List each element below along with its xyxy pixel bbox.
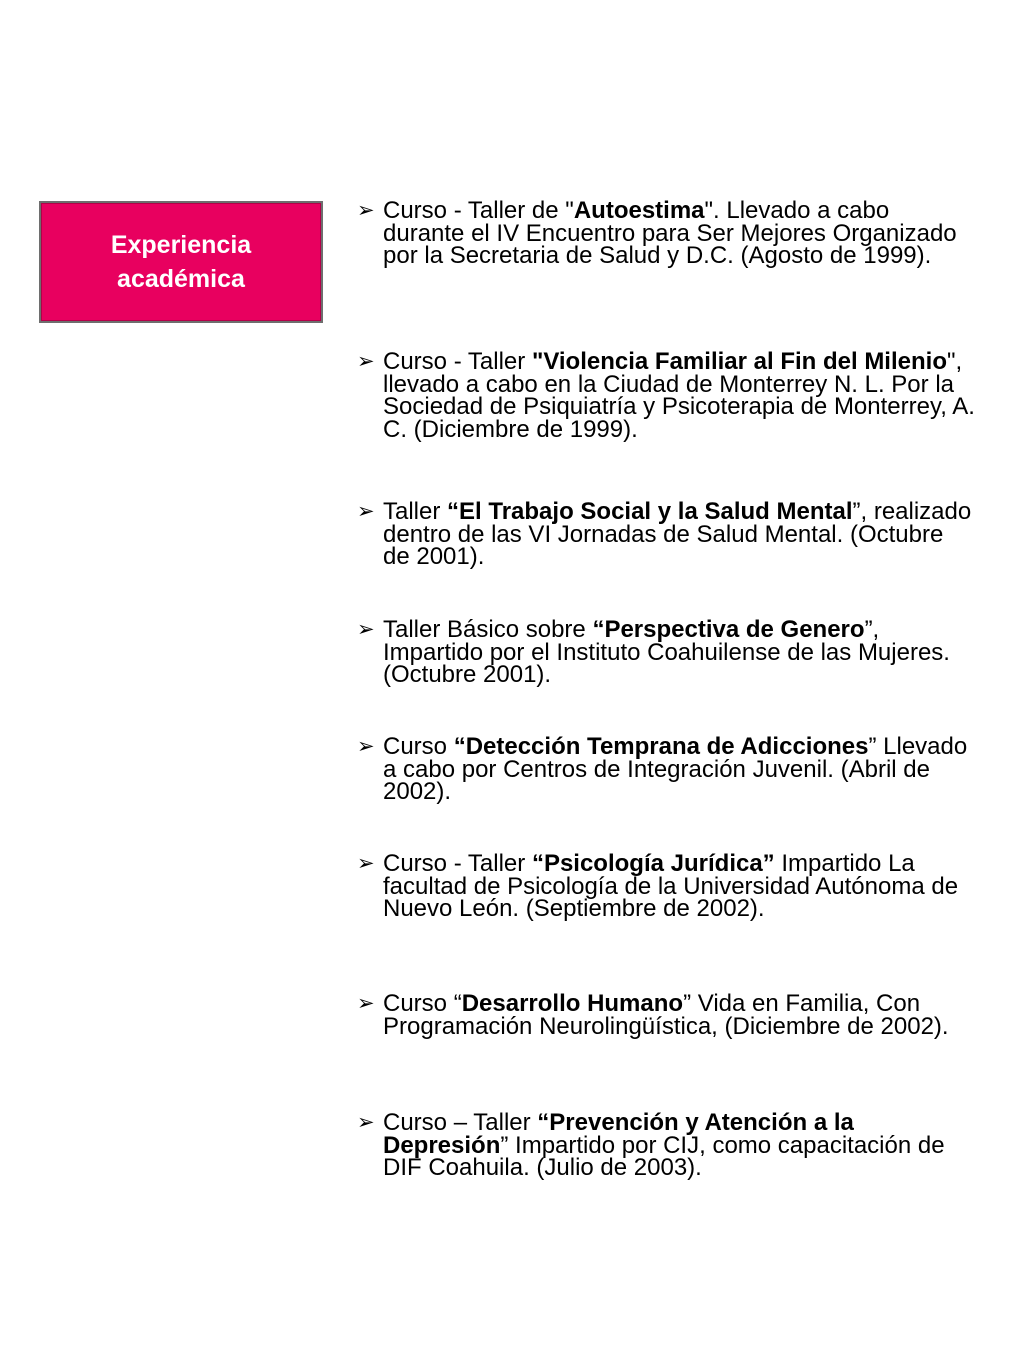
list-item xyxy=(356,348,976,443)
list-item-text xyxy=(383,498,971,570)
list-item-text xyxy=(383,990,949,1040)
section-label-box xyxy=(39,201,323,323)
list-item-text xyxy=(383,733,967,805)
list-item-text xyxy=(383,197,957,269)
item-segment: Curso - Taller xyxy=(383,850,532,877)
item-segment: ” Llevado a cabo por Centros de Integración Juvenil. (Abril de 2002). xyxy=(383,733,968,805)
item-segment: ” Impartido por CIJ, como capacitación de DIF Coahuila. (Julio de 2003). xyxy=(383,1131,945,1181)
section-title: Experiencia académica xyxy=(110,231,252,293)
item-emphasis: Autoestima xyxy=(573,197,705,224)
list-item xyxy=(356,733,976,805)
list-item xyxy=(356,1109,976,1181)
item-segment: Impartido La facultad de Psicología de la Universidad Autónoma de Nuevo León. (Septiembre de 2002). xyxy=(383,850,959,922)
item-segment: Curso – Taller xyxy=(383,1109,538,1136)
item-segment: ", llevado a cabo en la Ciudad de Monterrey N. L. Por la Sociedad de Psiquiatría y Psicoterapia de Monterrey, A. C. (Diciembre de 1999). xyxy=(383,348,975,443)
item-segment: ". Llevado a cabo durante el IV Encuentro para Ser Mejores Organizado por la Secretaria de Salud y D.C. (Agosto de 1999). xyxy=(383,197,957,269)
arrow-bullet-icon: ➢ xyxy=(357,1111,375,1134)
arrow-bullet-icon: ➢ xyxy=(357,199,375,222)
item-segment: Curso xyxy=(383,733,454,760)
list-item-text xyxy=(383,616,950,688)
item-emphasis: “Perspectiva de Genero xyxy=(592,616,865,643)
list-item xyxy=(356,850,976,922)
item-segment: Curso “ xyxy=(383,990,462,1017)
arrow-bullet-icon: ➢ xyxy=(357,500,375,523)
list-item xyxy=(356,990,976,1040)
arrow-bullet-icon: ➢ xyxy=(357,350,375,373)
item-segment: ”, realizado dentro de las VI Jornadas de Salud Mental. (Octubre de 2001). xyxy=(383,498,972,570)
list-item-text xyxy=(383,348,975,443)
item-emphasis: Desarrollo Humano xyxy=(461,990,684,1017)
item-emphasis: “Prevención y Atención a la Depresión xyxy=(383,1109,854,1159)
list-item-text xyxy=(383,1109,945,1181)
arrow-bullet-icon: ➢ xyxy=(357,992,375,1015)
item-emphasis: “Detección Temprana de Adicciones xyxy=(453,733,869,760)
item-segment: ” Vida en Familia, Con Programación Neurolingüística, (Diciembre de 2002). xyxy=(383,990,949,1040)
item-segment: ”, Impartido por el Instituto Coahuilense de las Mujeres. (Octubre 2001). xyxy=(383,616,950,688)
item-segment: Curso - Taller de " xyxy=(383,197,574,224)
item-segment: Taller Básico sobre xyxy=(383,616,593,643)
item-emphasis: "Violencia Familiar al Fin del Milenio xyxy=(531,348,947,375)
arrow-bullet-icon: ➢ xyxy=(357,618,375,641)
list-item-text xyxy=(383,850,958,922)
arrow-bullet-icon: ➢ xyxy=(357,735,375,758)
list-item xyxy=(356,498,976,570)
arrow-bullet-icon: ➢ xyxy=(357,852,375,875)
item-segment: Curso - Taller xyxy=(383,348,532,375)
item-segment: Taller xyxy=(383,498,448,525)
list-item xyxy=(356,197,976,269)
list-item xyxy=(356,616,976,688)
item-emphasis: “El Trabajo Social y la Salud Mental xyxy=(447,498,853,525)
item-emphasis: “Psicología Jurídica” xyxy=(531,850,775,877)
